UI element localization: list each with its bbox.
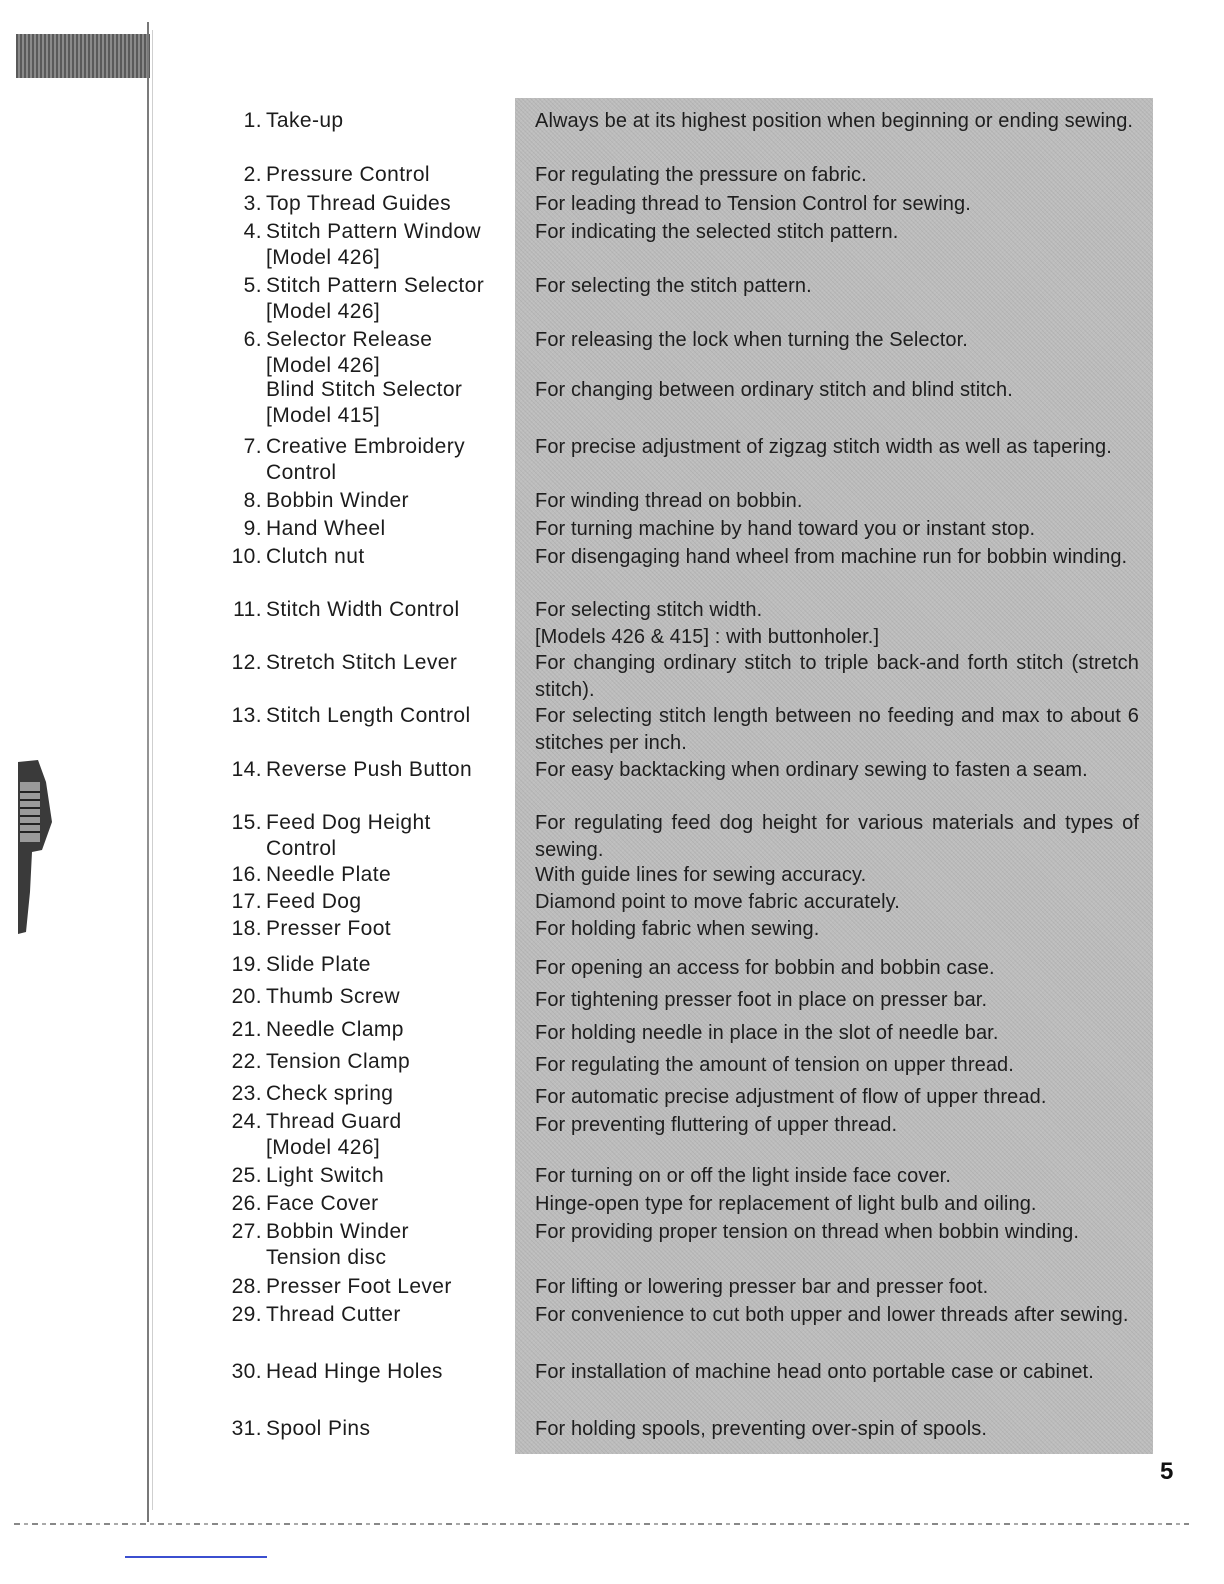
part-number: 17. [231,890,262,913]
part-label [222,327,512,379]
description-line: For holding spools, preventing over-spin of spools. [535,1418,988,1440]
part-label [222,1081,512,1107]
binding-edge [147,22,149,1522]
part-label [222,810,512,862]
page-number: 5 [1160,1458,1174,1485]
part-description [535,1416,1139,1443]
part-name: Bobbin Winder [266,489,409,512]
description-line: With guide lines for sewing accuracy. [535,864,867,886]
part-name: Head Hinge Holes [266,1360,443,1383]
part-label [222,916,512,942]
part-name: Stitch Width Control [266,598,460,621]
part-number: 21. [231,1018,262,1041]
part-number: 11. [233,598,262,621]
description-line: For changing between ordinary stitch and blind stitch. [535,379,1013,401]
part-description [535,1274,1139,1301]
bottom-blue-mark [125,1556,267,1558]
part-description [535,162,1139,189]
part-name: Slide Plate [266,953,371,976]
part-description [535,862,1139,889]
part-name: Selector Release [266,328,433,351]
part-name: Feed Dog Height [266,811,431,834]
part-description [535,108,1139,135]
part-description [535,1359,1139,1386]
part-number: 3. [243,192,262,215]
part-label [222,516,512,542]
part-name: Stitch Pattern Window [266,220,481,243]
part-description [535,1052,1139,1079]
part-name: Pressure Control [266,163,430,186]
part-label [222,984,512,1010]
part-number: 7. [243,435,262,458]
description-line: For regulating the amount of tension on upper thread. [535,1054,1014,1076]
description-line: For preventing fluttering of upper thread. [535,1114,898,1136]
description-line: For convenience to cut both upper and lower threads after sewing. [535,1304,1129,1326]
part-description [535,916,1139,943]
part-description [535,1112,1139,1139]
part-number: 1. [243,109,262,132]
description-line: For tightening presser foot in place on presser bar. [535,989,988,1011]
part-description [535,1084,1139,1111]
part-description [535,597,1139,651]
part-name-continuation: Tension disc [266,1246,387,1269]
part-label [222,108,512,134]
description-line: For opening an access for bobbin and bobbin case. [535,957,995,979]
description-line: For changing ordinary stitch to triple back-and forth stitch (stretch stitch). [535,652,1139,701]
part-label [222,434,512,486]
part-description [535,1163,1139,1190]
part-description [535,434,1139,461]
part-description [535,703,1139,757]
part-label [222,1109,512,1161]
description-line: For easy backtacking when ordinary sewing to fasten a seam. [535,759,1088,781]
part-name: Needle Clamp [266,1018,404,1041]
part-number: 12. [231,651,262,674]
description-line: For installation of machine head onto portable case or cabinet. [535,1361,1094,1383]
part-description [535,1020,1139,1047]
part-number: 4. [243,220,262,243]
bottom-rule [14,1523,1189,1525]
description-line: For regulating feed dog height for various materials and types of sewing. [535,812,1139,861]
part-description [535,327,1139,354]
part-name: Thread Cutter [266,1303,401,1326]
part-description [535,650,1139,704]
part-description [535,1191,1139,1218]
part-name: Light Switch [266,1164,385,1187]
part-label [222,1219,512,1271]
description-line: For regulating the pressure on fabric. [535,164,867,186]
part-description [535,1219,1139,1246]
part-name: Stretch Stitch Lever [266,651,458,674]
part-number: 2. [243,163,262,186]
description-line: For winding thread on bobbin. [535,490,803,512]
part-name: Thumb Screw [266,985,400,1008]
part-number: 19. [231,953,262,976]
part-name-continuation: Control [266,837,337,860]
part-description [535,191,1139,218]
part-number: 24. [231,1110,262,1133]
part-label [222,862,512,888]
description-line: For selecting the stitch pattern. [535,275,812,297]
description-line: For automatic precise adjustment of flow of upper thread. [535,1086,1047,1108]
part-name: Check spring [266,1082,394,1105]
part-name: Tension Clamp [266,1050,411,1073]
part-number: 31. [231,1417,262,1440]
description-line: [Models 426 & 415] : with buttonholer.] [535,626,880,648]
description-line: For lifting or lowering presser bar and presser foot. [535,1276,989,1298]
part-name: Bobbin Winder [266,1220,409,1243]
part-label [222,952,512,978]
part-label [222,1274,512,1300]
description-line: For indicating the selected stitch pattern. [535,221,899,243]
description-line: Always be at its highest position when beginning or ending sewing. [535,110,1134,132]
description-line: For selecting stitch width. [535,599,763,621]
part-label [222,703,512,729]
part-description [535,757,1139,784]
part-number: 27. [231,1220,262,1243]
part-number: 14. [231,758,262,781]
part-number: 9. [243,517,262,540]
part-number: 16. [231,863,262,886]
part-name: Thread Guard [266,1110,402,1133]
description-line: For holding fabric when sewing. [535,918,820,940]
description-line: For selecting stitch length between no feeding and max to about 6 stitches per inch. [535,705,1139,754]
part-number: 25. [231,1164,262,1187]
binding-edge-shadow [152,30,153,1510]
part-name-continuation: [Model 426] [266,354,381,377]
part-number: 22. [231,1050,262,1073]
description-line: For releasing the lock when turning the Selector. [535,329,968,351]
part-label [222,1049,512,1075]
part-name-continuation: [Model 426] [266,246,381,269]
part-name: Spool Pins [266,1417,371,1440]
part-name-continuation: [Model 415] [266,404,381,427]
part-description [535,273,1139,300]
part-name: Clutch nut [266,545,365,568]
part-name-continuation: [Model 426] [266,1136,381,1159]
part-label [222,377,512,429]
description-line: For turning on or off the light inside face cover. [535,1165,951,1187]
part-name-continuation: Control [266,461,337,484]
part-name: Feed Dog [266,890,362,913]
part-label [222,273,512,325]
part-number: 10. [231,545,262,568]
machine-illustration-fragment [12,752,56,942]
part-label [222,1163,512,1189]
part-number: 15. [231,811,262,834]
part-description [535,488,1139,515]
part-name: Hand Wheel [266,517,386,540]
part-name: Face Cover [266,1192,379,1215]
part-name: Needle Plate [266,863,392,886]
part-label [222,1416,512,1442]
part-number: 6. [243,328,262,351]
description-line: For disengaging hand wheel from machine run for bobbin winding. [535,546,1128,568]
part-label [222,488,512,514]
part-name: Stitch Length Control [266,704,471,727]
description-line: Diamond point to move fabric accurately. [535,891,900,913]
part-label [222,650,512,676]
part-description [535,1302,1139,1329]
part-number: 13. [231,704,262,727]
part-label [222,1017,512,1043]
part-label [222,162,512,188]
part-number: 28. [231,1275,262,1298]
part-description [535,955,1139,982]
part-number: 8. [243,489,262,512]
part-name: Blind Stitch Selector [266,378,463,401]
part-number: 20. [231,985,262,1008]
part-number: 29. [231,1303,262,1326]
part-label [222,219,512,271]
part-label [222,597,512,623]
part-name: Top Thread Guides [266,192,452,215]
part-name: Presser Foot [266,917,392,940]
part-label [222,757,512,783]
part-label [222,1359,512,1385]
part-label [222,1302,512,1328]
description-line: For precise adjustment of zigzag stitch width as well as tapering. [535,436,1112,458]
part-name: Take-up [266,109,344,132]
part-name: Reverse Push Button [266,758,473,781]
part-description [535,377,1139,404]
description-line: For providing proper tension on thread when bobbin winding. [535,1221,1080,1243]
part-description [535,987,1139,1014]
part-number: 18. [231,917,262,940]
part-description [535,544,1139,571]
description-line: For leading thread to Tension Control for sewing. [535,193,971,215]
part-label [222,544,512,570]
part-number: 23. [231,1082,262,1105]
description-line: For holding needle in place in the slot of needle bar. [535,1022,999,1044]
part-number: 5. [243,274,262,297]
part-name: Stitch Pattern Selector [266,274,485,297]
part-name-continuation: [Model 426] [266,300,381,323]
part-number: 30. [231,1360,262,1383]
description-line: Hinge-open type for replacement of light bulb and oiling. [535,1193,1037,1215]
part-name: Creative Embroidery [266,435,465,458]
part-description [535,810,1139,864]
part-label [222,191,512,217]
part-number: 26. [231,1192,262,1215]
part-description [535,219,1139,246]
scan-tab-mark [16,34,150,78]
part-name: Presser Foot Lever [266,1275,452,1298]
part-description [535,889,1139,916]
description-line: For turning machine by hand toward you or instant stop. [535,518,1036,540]
part-label [222,889,512,915]
part-description [535,516,1139,543]
part-label [222,1191,512,1217]
